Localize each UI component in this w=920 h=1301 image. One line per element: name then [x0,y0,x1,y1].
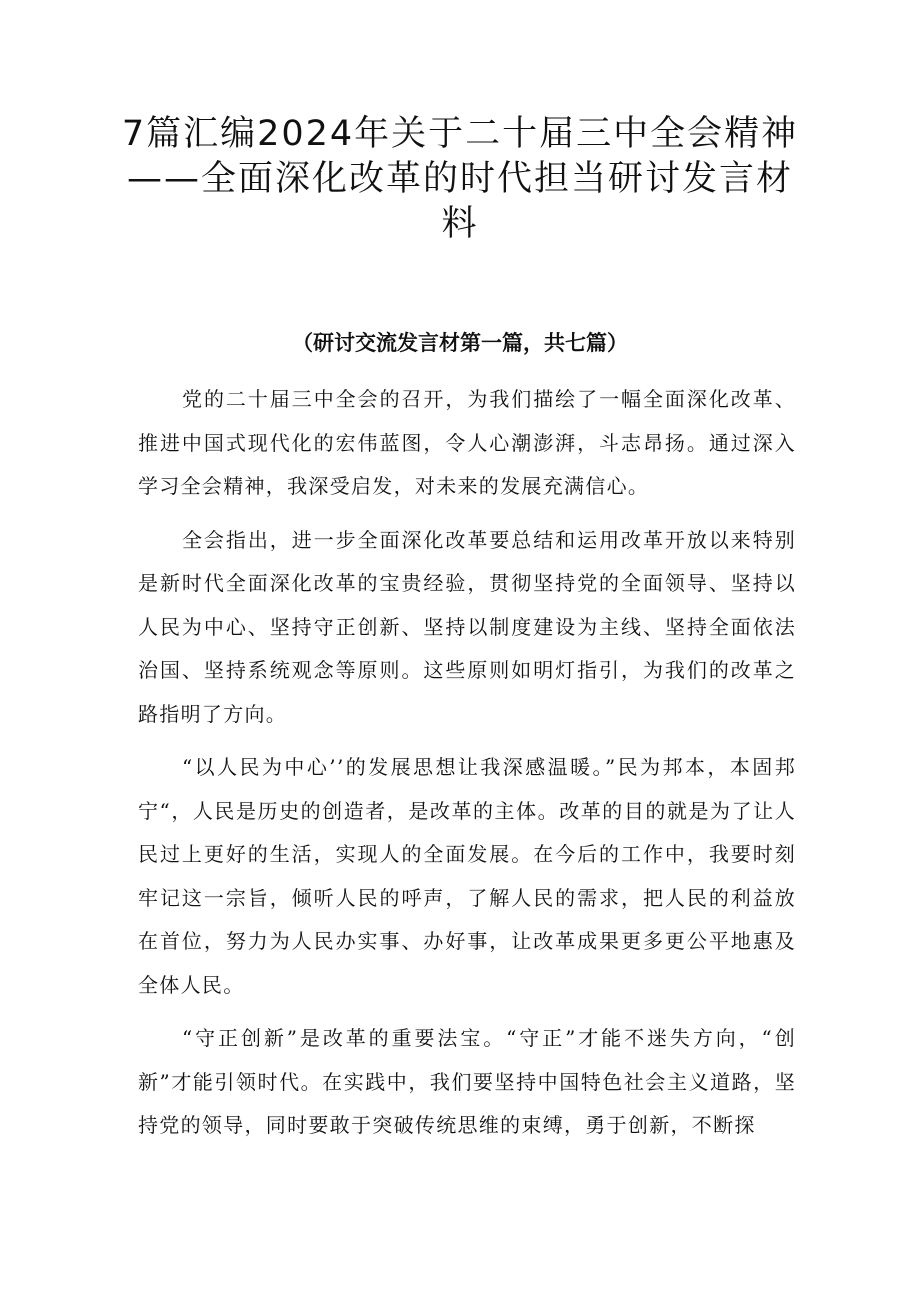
title-line: ——全面深化改革的时代担当研讨发言材 [126,159,793,199]
document-body [138,378,796,1158]
body-paragraph: “以人民为中心’’的发展思想让我深感温暖。”民为邦本，本固邦宁“，人民是历史的创造者，是改革的主体。改革的目的就是为了让人民过上更好的生活，实现人的全面发展。在今后的工作中，我要时刻牢记这一宗旨，倾听人民的呼声，了解人民的需求，把人民的利益放在首位，努力为人民办实事、办好事，让改革成果更多更公平地惠及全体人民。 [138,755,796,997]
document-subtitle: （研讨交流发言材第一篇，共七篇） [292,331,628,355]
title-line: 7篇汇编2024年关于二十届三中全会精神 [121,114,799,154]
body-paragraph: “守正创新”是改革的重要法宝。“守正”才能不迷失方向，“创新”才能引领时代。在实践中，我们要坚持中国特色社会主义道路，坚持党的领导，同时要敢于突破传统思维的束缚，勇于创新，不断探 [138,1026,796,1137]
body-paragraph: 党的二十届三中全会的召开，为我们描绘了一幅全面深化改革、推进中国式现代化的宏伟蓝图，令人心潮澎湃，斗志昂扬。通过深入学习全会精神，我深受启发，对未来的发展充满信心。 [138,387,796,498]
title-line: 料 [441,204,479,244]
body-paragraph: 全会指出，进一步全面深化改革要总结和运用改革开放以来特别是新时代全面深化改革的宝贵经验，贯彻坚持党的全面领导、坚持以人民为中心、坚持守正创新、坚持以制度建设为主线、坚持全面依法治国、坚持系统观念等原则。这些原则如明灯指引，为我们的改革之路指明了方向。 [138,527,796,726]
document-title [110,112,810,247]
